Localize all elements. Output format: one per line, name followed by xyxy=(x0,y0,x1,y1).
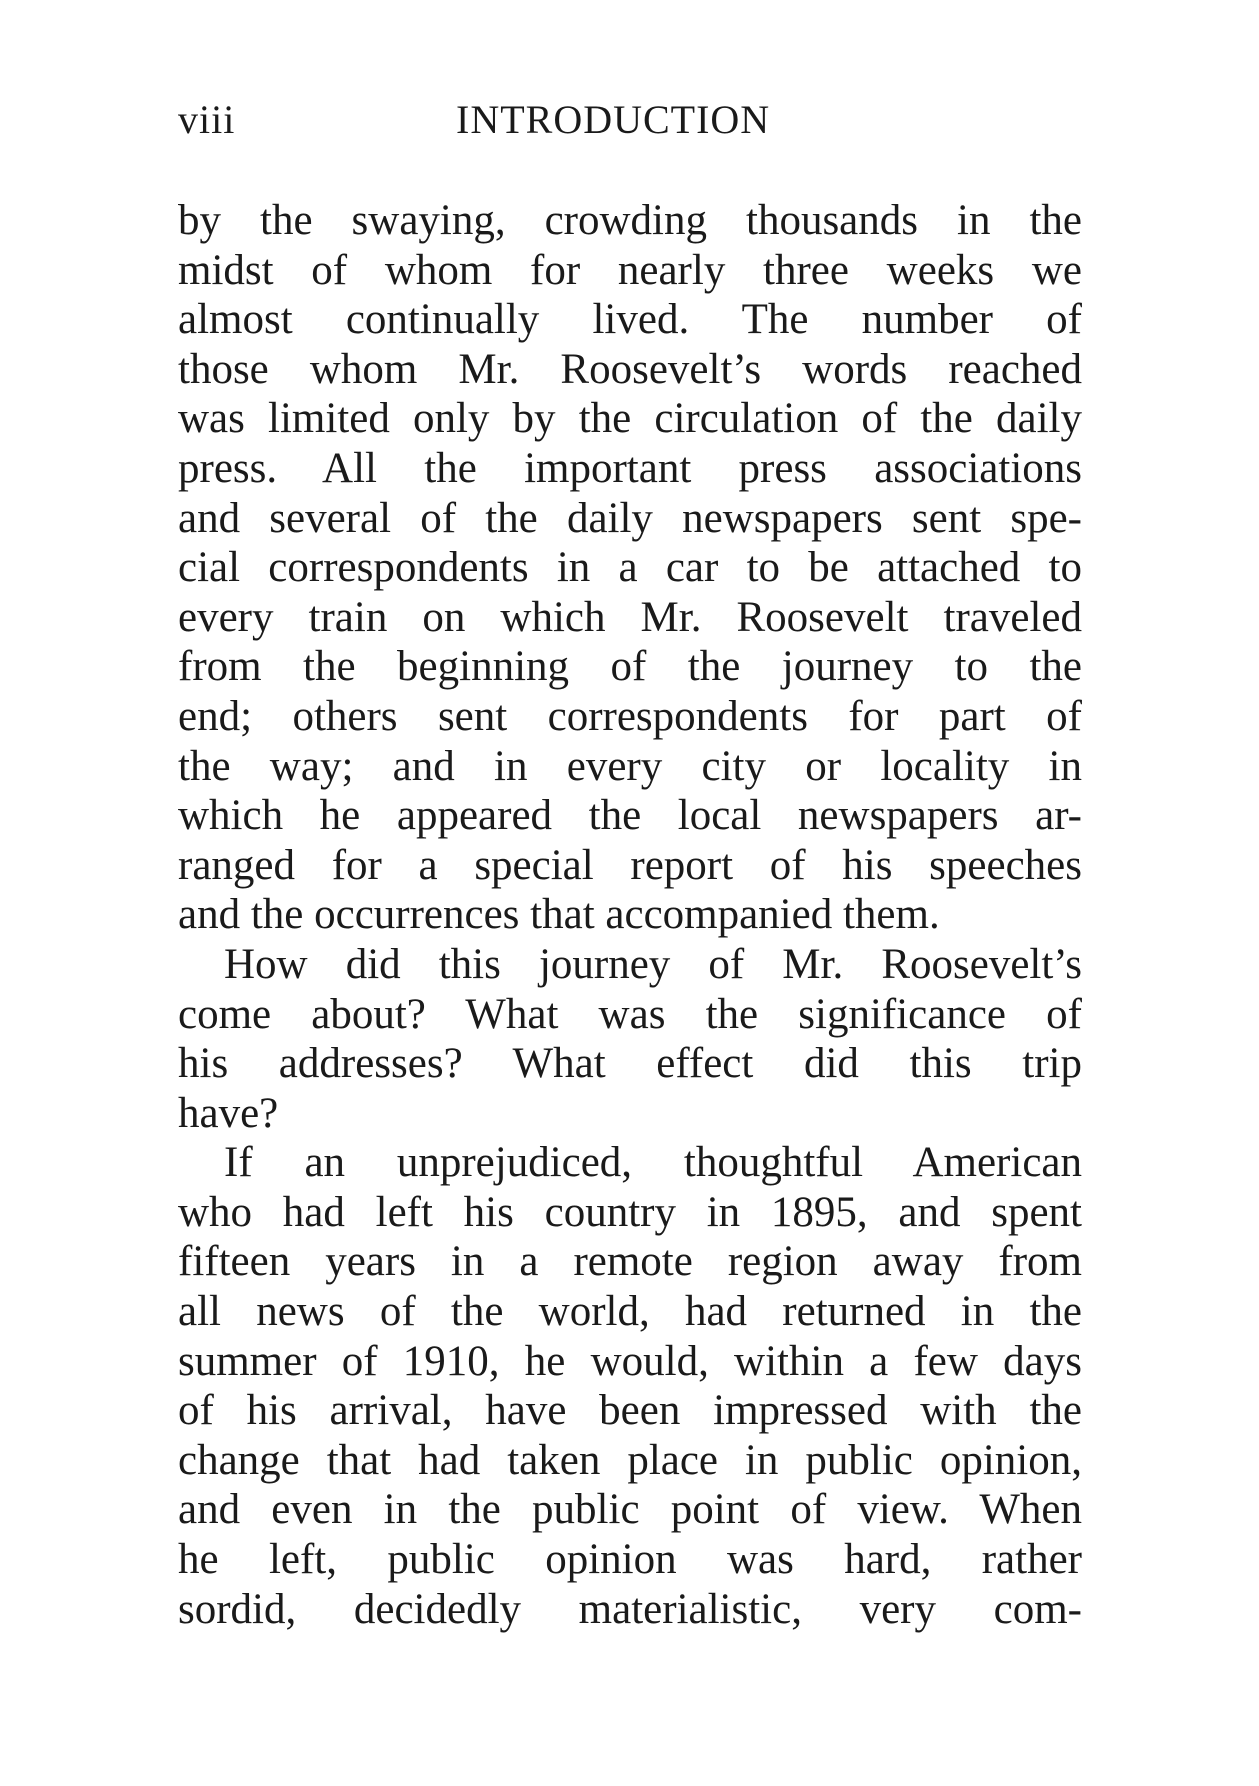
body-text xyxy=(178,196,1082,1634)
text-line-content: almost continually lived. The number of xyxy=(178,296,1082,344)
text-line-content: How did this journey of Mr. Roosevelt’s xyxy=(224,940,1082,988)
text-line-content: his addresses? What effect did this trip xyxy=(178,1040,1082,1088)
text-line xyxy=(178,1585,1082,1635)
text-line-content: and several of the daily newspapers sent spe- xyxy=(178,494,1082,542)
text-line-content: come about? What was the significance of xyxy=(178,990,1082,1038)
text-line xyxy=(178,494,1082,544)
text-line-content: end; others sent correspondents for part of xyxy=(178,692,1082,740)
text-line xyxy=(178,791,1082,841)
text-line-content: midst of whom for nearly three weeks we xyxy=(178,246,1082,294)
text-line-content: and even in the public point of view. When xyxy=(178,1486,1082,1534)
text-line-content: he left, public opinion was hard, rather xyxy=(178,1536,1082,1584)
text-line-content: the way; and in every city or locality in xyxy=(178,742,1082,790)
text-line xyxy=(178,1535,1082,1585)
text-line xyxy=(178,1436,1082,1486)
text-line xyxy=(178,1188,1082,1238)
text-line xyxy=(178,1386,1082,1436)
text-line-content: from the beginning of the journey to the xyxy=(178,643,1082,691)
text-line xyxy=(178,742,1082,792)
text-line xyxy=(178,841,1082,891)
text-line-content: every train on which Mr. Roosevelt traveled xyxy=(178,593,1082,641)
text-line-content: press. All the important press associations xyxy=(178,444,1082,492)
text-line xyxy=(178,543,1082,593)
text-line-content: of his arrival, have been impressed with the xyxy=(178,1387,1082,1435)
text-line xyxy=(178,1089,1082,1139)
text-line-content: summer of 1910, he would, within a few days xyxy=(178,1337,1082,1385)
text-line-content: by the swaying, crowding thousands in the xyxy=(178,197,1082,244)
text-line-content: and the occurrences that accompanied them. xyxy=(178,891,940,939)
text-line xyxy=(178,246,1082,296)
text-line xyxy=(178,1287,1082,1337)
text-line xyxy=(178,593,1082,643)
text-line-content: all news of the world, had returned in the xyxy=(178,1288,1082,1336)
page-number: viii xyxy=(178,97,236,142)
text-line-content: ranged for a special report of his speeches xyxy=(178,841,1082,889)
text-line-content: which he appeared the local newspapers ar- xyxy=(178,792,1082,840)
text-line xyxy=(178,444,1082,494)
text-line xyxy=(178,940,1082,990)
text-line xyxy=(178,394,1082,444)
text-line xyxy=(178,345,1082,395)
text-line xyxy=(178,890,1082,940)
text-line xyxy=(178,692,1082,742)
text-line xyxy=(178,196,1082,246)
text-line xyxy=(178,1337,1082,1387)
text-line-content: If an unprejudiced, thoughtful American xyxy=(224,1139,1082,1187)
text-line xyxy=(178,1485,1082,1535)
text-line-content: change that had taken place in public opinion, xyxy=(178,1436,1082,1484)
text-line-content: was limited only by the circulation of the daily xyxy=(178,395,1082,443)
page-header xyxy=(178,96,1082,156)
text-line xyxy=(178,1138,1082,1188)
text-line-content: cial correspondents in a car to be attached to xyxy=(178,544,1082,592)
running-head: INTRODUCTION xyxy=(456,97,771,142)
text-line xyxy=(178,642,1082,692)
text-line-content: who had left his country in 1895, and spent xyxy=(178,1188,1082,1236)
text-line xyxy=(178,1237,1082,1287)
text-line-content: have? xyxy=(178,1089,279,1137)
text-line-content: those whom Mr. Roosevelt’s words reached xyxy=(178,345,1082,393)
text-line xyxy=(178,990,1082,1040)
text-line-content: sordid, decidedly materialistic, very com- xyxy=(178,1585,1082,1633)
text-line xyxy=(178,1039,1082,1089)
text-line xyxy=(178,295,1082,345)
text-line-content: fifteen years in a remote region away from xyxy=(178,1238,1082,1286)
